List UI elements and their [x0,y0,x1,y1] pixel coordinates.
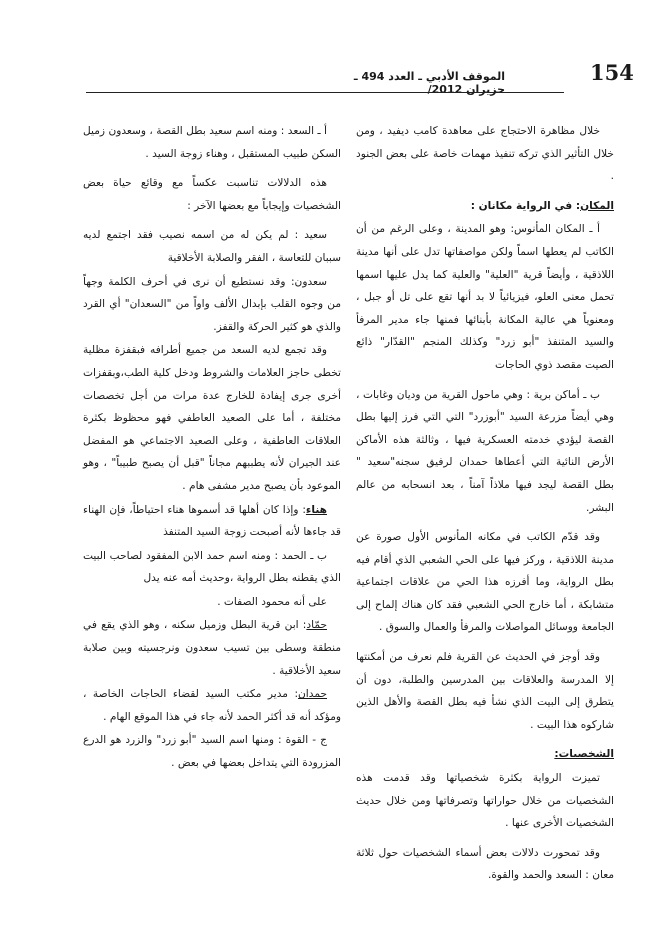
hammad-text: : ابن قرية البطل وزميل سكنه ، وهو الذي يقع في منطقة وسطى بين تسيب سعدون ونرجسيته وبين صلابة سعيد الأخلاقية . [83,619,341,677]
hammad-label: حمّاد [306,619,327,632]
characters-heading-text: الشخصيات: [554,748,614,761]
header-divider [86,92,564,93]
paragraph [83,614,341,682]
place-heading-label: المكان [580,199,614,212]
paragraph: وقد أوجز في الحديث عن القرية فلم نعرف من أمكنتها إلا المدرسة والعلاقات بين المدرسين والطلبة، دون أن يتطرق إلى البيت الذي نشأ فيه بطل القصة والأهل الذين شاركوه هذا البيت . [356,651,614,731]
place-heading [356,195,614,218]
paragraph [83,499,341,544]
hanaa-label: هناء [305,503,327,516]
paragraph: أ ـ السعد : ومنه اسم سعيد بطل القصة ، وسعدون زميل السكن طبيب المستقبل ، وهناء زوجة السيد . [83,125,341,160]
paragraph: خلال مظاهرة الاحتجاج على معاهدة كامب ديفيد ، ومن خلال التأثير الذي تركه تنفيذ مهمات خاصة على بعض الجنود . [356,125,614,183]
paragraph: سعدون: وقد نستطيع أن نرى في أحرف الكلمة وجهاً من وجوه القلب بإبدال الألف واواً من "السعدان" أي القرد والذي هو كثير الحركة والقفز. [83,275,341,333]
paragraph: أ ـ المكان المأنوس: وهو المدينة ، وعلى الرغم من أن الكاتب لم يعطها اسماً ولكن مواصفاتها تدل على أنها مدينة اللاذقية ، وأيضاً قرية "العلية" والعلية كما يدل عليها اسمها تحمل معنى العلو، فيزيائياً لا بد أنها تقع على تل أو جبل ، ومعنوياً هي عالية المكانة بأبنائها فمنها جاء مدير المرفأ والسيد المتنفذ "أبو زرد" وكذلك المنجم "القدّار" ذائع الصيت مقصد ذوي الحاجات [356,223,614,371]
place-heading-text: : في الرواية مكانان : [470,199,581,212]
hanaa-text: : وإذا كان أهلها قد أسموها هناء احتياطاً، فإن الهناء قد جاءها لأنه أصبحت زوجة السيد المتنفذ [83,503,341,539]
page-number: 154 [590,60,634,85]
right-column [356,120,614,888]
paragraph: تميزت الرواية بكثرة شخصياتها وقد قدمت هذه الشخصيات من خلال حواراتها وتصرفاتها ومن خلال حديث الشخصيات الأخرى عنها . [356,772,614,830]
paragraph: ب ـ الحمد : ومنه اسم حمد الابن المفقود لصاحب البيت الذي يقطنه بطل الرواية ،وحديث أمه عنه يدل [83,549,341,585]
paragraph: وقد تمحورت دلالات بعض أسماء الشخصيات حول ثلاثة معان : السعد والحمد والقوة. [356,846,614,882]
paragraph: على أنه محمود الصفات . [217,595,327,608]
paragraph [83,683,341,728]
hamdan-label: حمدان [298,688,327,701]
paragraph: وقد تجمع لديه السعد من جميع أطرافه فبقفزة مظلية تخطى حاجز العلامات والشروط ودخل كلية الطب،وبقفزات أخرى جرى إيفادة للخارج عدة مرات من أجل تخصصات مختلفة ، أما على الصعيد العاطفي فهو محظوظ بكثرة العلاقات العاطفية ، وعلى الصعيد الاجتماعي هو المفضل عند الجيران لأنه يطببهم مجاناً "قبل أن يصبح طبيباً" ، وهو الموعود بأن يصبح مدير مشفى هام . [83,344,341,492]
paragraph: ب ـ أماكن برية : وهي ماحول القرية من وديان وغابات ، وهي أيضاً مزرعة السيد "أبوزرد" التي التي فرز إليها بطل القصة ليؤدي خدمته العسكرية فيها ، وثالثة هذه الأماكن الأرض النائية التي أعطاها حمدان لرفيق سجنه"سعيد " بطل القصة ليجد فيها ملاذاً آمناً ، بعد انسحابه من عالم البشر. [356,388,614,514]
characters-heading [356,743,614,766]
paragraph: ج - القوة : ومنها اسم السيد "أبو زرد" والزرد هو الدرع المزرودة التي يتداخل بعضها في بعض . [83,734,341,770]
left-column [83,120,341,776]
journal-issue-title: الموقف الأدبي ـ العدد 494 ـ حزيران 2012/ [353,70,505,96]
hamdan-text: : مدير مكتب السيد لقضاء الحاجات الخاصة ، ومؤكد أنه قد أكثر الحمد لأنه جاء في هذا الموقع الهام . [83,688,341,723]
paragraph: وقد قدّم الكاتب في مكانه المأنوس الأول صورة عن مدينة اللاذقية ، وركز فيها على الحي الشعبي الذي أقام فيه بطل الرواية، وما أفرزه هذا الحي من علاقات اجتماعية متشابكة ، أما خارج الحي الشعبي فقد كان هناك إلماح إلى الجامعة ووسائل المواصلات والمرفأ والعمال والسوق . [356,531,614,634]
paragraph: هذه الدلالات تناسبت عكساً مع وقائع حياة بعض الشخصيات وإيجاباً مع بعضها الآخر : [83,177,341,212]
paragraph: سعيد : لم يكن له من اسمه نصيب فقد اجتمع لديه سببان للتعاسة ، الفقر والصلابة الأخلاقية [83,229,341,264]
